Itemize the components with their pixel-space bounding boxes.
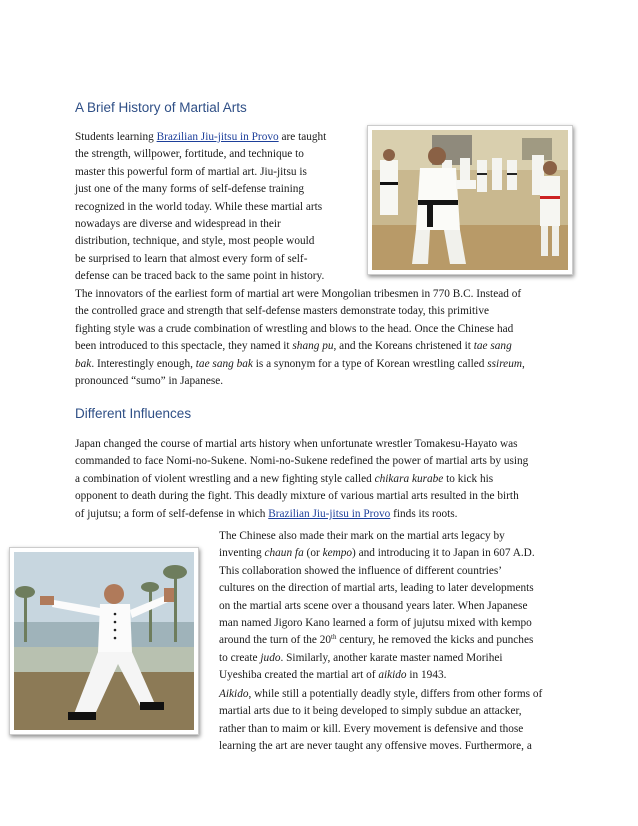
italic-term: judo [260,651,281,664]
text-span: been introduced to this spectacle, they named it [75,340,293,353]
italic-term: aikido [378,669,407,682]
italic-term: chikara kurabe [374,472,444,485]
text-span: , while still a potentially deadly style, differs from other forms of [248,688,543,700]
text-span: to kick his [443,472,494,485]
text-line: The innovators of the earliest form of martial art were Mongolian tribesmen in 770 B.C. Instead of [75,288,522,300]
text-span: . Interestingly enough, [91,357,196,370]
text-line: just one of the many forms of self-defense training [75,183,305,196]
text-line: pronounced “sumo” in Japanese. [75,375,224,388]
italic-term: shang pu [292,340,334,353]
italic-term: tae sang [473,340,512,353]
text-span: in 1943. [406,669,447,682]
karate-class-photo [367,125,573,275]
martial-artist-stance-photo [9,547,199,735]
italic-term: kempo [322,547,353,560]
italic-term: chaun fa [264,547,304,560]
text-line: martial arts due to it being developed to simply subdue an attacker, [219,705,522,718]
bjj-provo-link-2[interactable]: Brazilian Jiu-jitsu in Provo [268,507,391,520]
text-span: (or [303,547,323,560]
text-span: a combination of violent wrestling and a new fighting style called [75,472,375,485]
text-line: opponent to death during the fight. This deadly mixture of various martial arts resulted in the birth [75,490,519,503]
text-line: nowadays are diverse and widespread in their [75,218,281,231]
text-line: the controlled grace and strength that self-defense masters demonstrate today, this primitive [75,305,489,318]
section-heading-influences: Different Influences [75,406,192,421]
text-line: master this powerful form of martial art. Jiu-jitsu is [75,165,307,178]
text-span: ) and introducing it to Japan in 607 A.D. [352,547,535,560]
italic-term: tae sang bak [195,357,253,370]
text-span: century, he removed the kicks and punches [336,634,534,647]
italic-term: ssireum [487,357,522,370]
text-line: cultures on the direction of martial arts, leading to later developments [219,582,534,595]
text-span: of jujutsu; a form of self-defense in which [75,507,269,520]
text-line: rather than to maim or kill. Every movement is defensive and those [219,722,524,735]
text-span: are taught [278,131,327,143]
text-line: Japan changed the course of martial arts history when unfortunate wrestler Tomakesu-Hayato was [75,438,518,450]
text-span: finds its roots. [390,507,458,520]
superscript: th [331,633,337,642]
text-line: the strength, willpower, fortitude, and technique to [75,148,304,161]
text-line: distribution, technique, and style, most people would [75,235,315,248]
influences-paragraph-2 [219,528,535,685]
text-line: fighting style was a crude combination of wrestling and blows to the head. Once the Chinese had [75,322,514,335]
italic-term: Aikido [219,688,249,700]
text-line: This collaboration showed the influence of different countries’ [219,564,503,577]
text-line: recognized in the world today. While these martial arts [75,200,323,213]
italic-term: bak [75,357,92,370]
text-line: man named Jigoro Kano learned a form of jujutsu mixed with kempo [219,617,532,630]
bjj-provo-link[interactable]: Brazilian Jiu-jitsu in Provo [156,131,279,143]
text-span: inventing [219,547,265,560]
text-span: to create [219,651,261,664]
text-span: , [522,357,525,370]
influences-paragraph-1 [75,436,528,523]
text-span: around the turn of the 20 [219,634,331,647]
text-span: is a synonym for a type of Korean wrestling called [252,357,488,370]
text-line: commanded to face Nomi-no-Sukene. Nomi-no-Sukene redefined the power of martial arts by using [75,455,529,468]
intro-paragraph [75,129,326,286]
text-line: on the martial arts scene over a thousand years later. When Japanese [219,599,528,612]
text-span: , and the Koreans christened it [333,340,474,353]
text-span: Students learning [75,131,157,143]
text-span: Uyeshiba created the martial art of [219,669,379,682]
section-heading-history: A Brief History of Martial Arts [75,100,247,115]
text-line: defense can be traced back to the same point in history. [75,270,325,283]
history-paragraph-2 [75,286,525,390]
influences-paragraph-3 [219,686,542,756]
text-line: be surprised to learn that almost every form of self- [75,252,308,265]
text-line: The Chinese also made their mark on the martial arts legacy by [219,530,505,542]
text-span: . Similarly, another karate master named Morihei [280,651,503,664]
text-line: learning the art are never taught any offensive moves. Furthermore, a [219,740,532,753]
